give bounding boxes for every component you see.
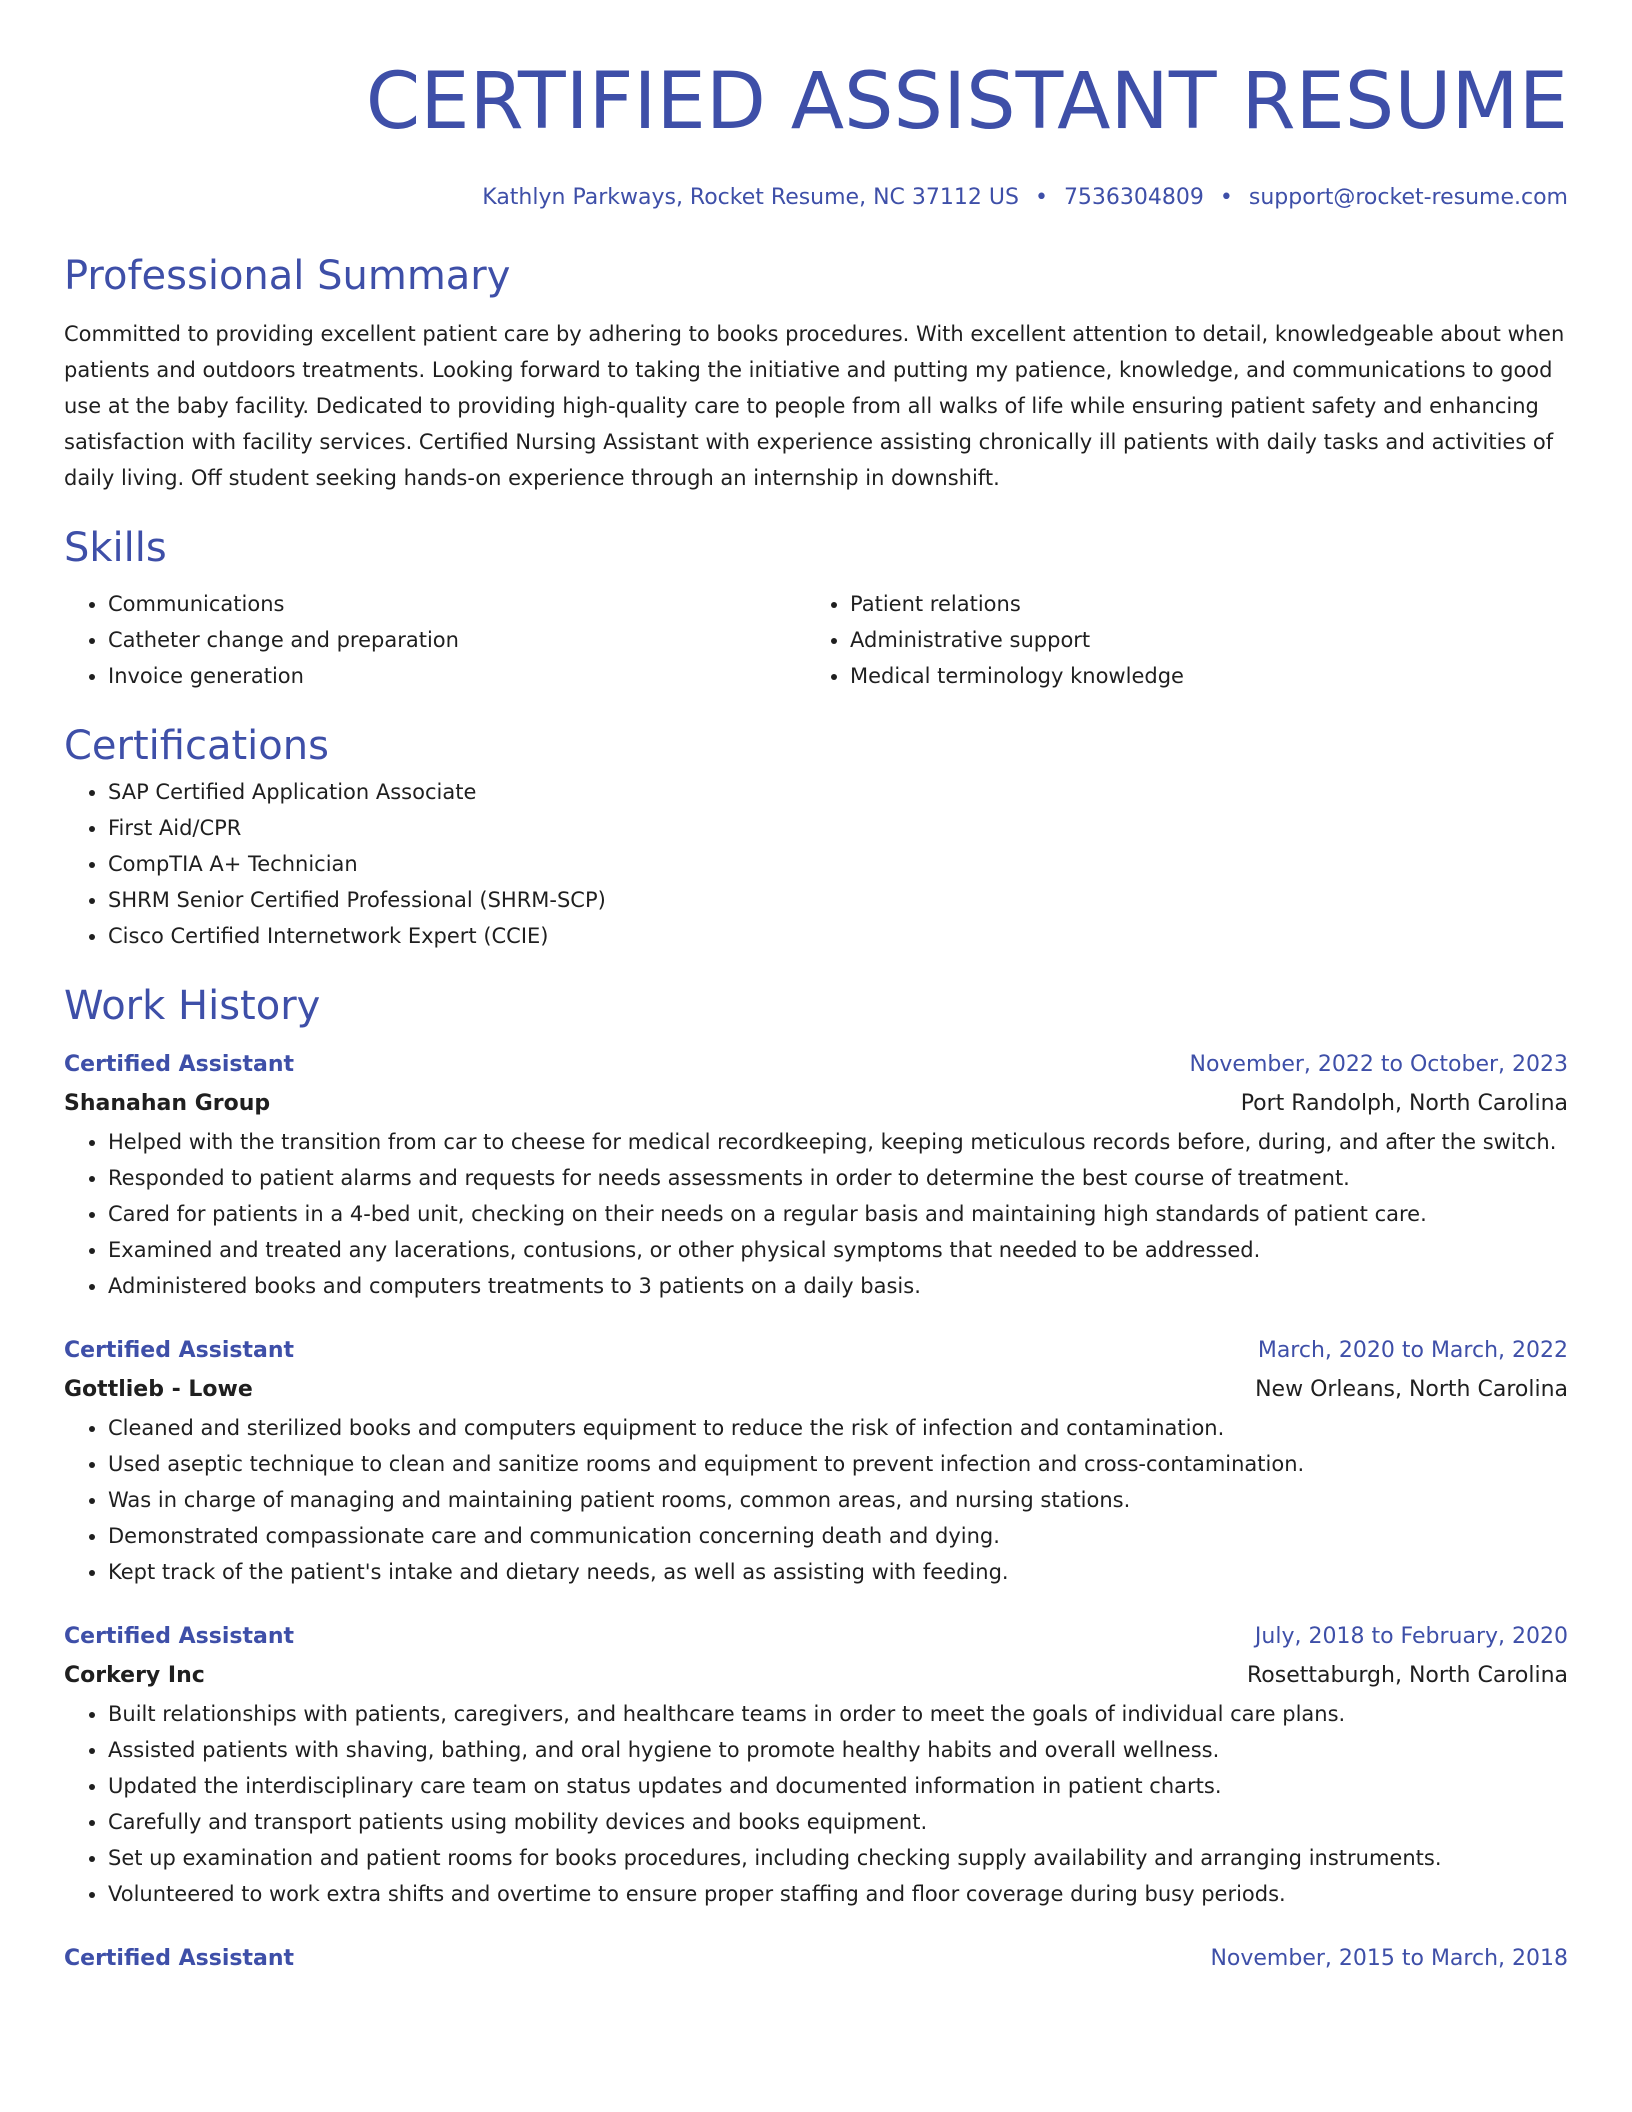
job-title: Certified Assistant (64, 1946, 295, 1971)
job-duty: • Cared for patients in a 4-bed unit, checking on their needs on a regular basis and maintaining high standards of patient care. (108, 1196, 1568, 1232)
summary-text: Committed to providing excellent patient care by adhering to books procedures. With excellent attention to detail, knowledgeable about when patients and outdoors treatments. Looking forward to taking the initiative and putting my patience, knowledge, and communications to good use at the baby facility. Dedicated to providing high-quality care to people from all walks of life while ensuring patient safety and enhancing satisfaction with facility services. Certified Nursing Assistant with experience assisting chronically ill patients with daily tasks and activities of daily living. Off student seeking hands-on experience through an internship in downshift. (64, 322, 1565, 490)
summary-heading: Professional Summary (64, 253, 511, 299)
job-duty: • Assisted patients with shaving, bathing, and oral hygiene to promote healthy habits and overall wellness. (108, 1732, 1568, 1768)
job-duty: • Helped with the transition from car to cheese for medical recordkeeping, keeping meticulous records before, during, and after the switch. (108, 1124, 1568, 1160)
job-title: Certified Assistant (64, 1624, 295, 1649)
job-title: Certified Assistant (64, 1338, 295, 1363)
certification-item: • First Aid/CPR (108, 810, 1568, 846)
resume-title: CERTIFIED ASSISTANT RESUME (365, 57, 1568, 147)
skill-item: • Catheter change and preparation (108, 622, 806, 658)
job-duty: • Used aseptic technique to clean and sanitize rooms and equipment to prevent infection and cross-contamination. (108, 1446, 1568, 1482)
job-duty: • Updated the interdisciplinary care team on status updates and documented information in patient charts. (108, 1768, 1568, 1804)
job-duty: • Carefully and transport patients using mobility devices and books equipment. (108, 1804, 1568, 1840)
certification-item: • Cisco Certified Internetwork Expert (CCIE) (108, 918, 1568, 954)
contact-separator: • (1219, 185, 1233, 210)
job-duties (64, 1696, 1568, 1912)
job-duty: • Built relationships with patients, caregivers, and healthcare teams in order to meet the goals of individual care plans. (108, 1696, 1568, 1732)
skill-item: • Patient relations (850, 586, 1548, 622)
job-location: Port Randolph, North Carolina (1240, 1091, 1568, 1116)
contact-address: Kathlyn Parkways, Rocket Resume, NC 37112 US (482, 185, 1019, 210)
skill-item: • Invoice generation (108, 658, 806, 694)
job-dates: July, 2018 to February, 2020 (1254, 1624, 1568, 1649)
job-entry (64, 1940, 1568, 1978)
work-history-heading: Work History (64, 983, 321, 1029)
certification-item: • SAP Certified Application Associate (108, 774, 1568, 810)
job-dates: November, 2015 to March, 2018 (1210, 1946, 1568, 1971)
skills-grid (64, 586, 1568, 694)
job-company: Corkery Inc (64, 1663, 205, 1688)
job-duty: • Cleaned and sterilized books and computers equipment to reduce the risk of infection and contamination. (108, 1410, 1568, 1446)
job-dates: November, 2022 to October, 2023 (1189, 1052, 1568, 1077)
skills-heading: Skills (64, 525, 167, 571)
job-duty: • Demonstrated compassionate care and communication concerning death and dying. (108, 1518, 1568, 1554)
job-location: Rosettaburgh, North Carolina (1247, 1663, 1568, 1688)
contact-line (64, 180, 1568, 216)
job-company: Shanahan Group (64, 1091, 271, 1116)
skills-column-left (64, 586, 806, 694)
job-duties (64, 1124, 1568, 1304)
job-entry (64, 1618, 1568, 1912)
job-duty: • Administered books and computers treatments to 3 patients on a daily basis. (108, 1268, 1568, 1304)
skills-column-right (806, 586, 1548, 694)
contact-phone: 7536304809 (1063, 185, 1204, 210)
job-duty: • Volunteered to work extra shifts and overtime to ensure proper staffing and floor coverage during busy periods. (108, 1876, 1568, 1912)
contact-email[interactable]: support@rocket-resume.com (1248, 185, 1568, 210)
job-company: Gottlieb - Lowe (64, 1377, 253, 1402)
certifications-list (64, 774, 1568, 954)
skill-item: • Medical terminology knowledge (850, 658, 1548, 694)
job-duty: • Examined and treated any lacerations, contusions, or other physical symptoms that needed to be addressed. (108, 1232, 1568, 1268)
skill-item: • Communications (108, 586, 806, 622)
resume-page (64, 0, 1568, 1978)
job-entry (64, 1046, 1568, 1304)
job-title: Certified Assistant (64, 1052, 295, 1077)
job-duty: • Responded to patient alarms and requests for needs assessments in order to determine the best course of treatment. (108, 1160, 1568, 1196)
job-entry (64, 1332, 1568, 1590)
job-duty: • Kept track of the patient's intake and dietary needs, as well as assisting with feeding. (108, 1554, 1568, 1590)
certifications-heading: Certifications (64, 723, 329, 769)
job-duties (64, 1410, 1568, 1590)
job-dates: March, 2020 to March, 2022 (1257, 1338, 1568, 1363)
job-duty: • Was in charge of managing and maintaining patient rooms, common areas, and nursing stations. (108, 1482, 1568, 1518)
job-duty: • Set up examination and patient rooms for books procedures, including checking supply availability and arranging instruments. (108, 1840, 1568, 1876)
certification-item: • CompTIA A+ Technician (108, 846, 1568, 882)
certification-item: • SHRM Senior Certified Professional (SHRM-SCP) (108, 882, 1568, 918)
skill-item: • Administrative support (850, 622, 1548, 658)
job-location: New Orleans, North Carolina (1255, 1377, 1568, 1402)
contact-separator: • (1034, 185, 1048, 210)
